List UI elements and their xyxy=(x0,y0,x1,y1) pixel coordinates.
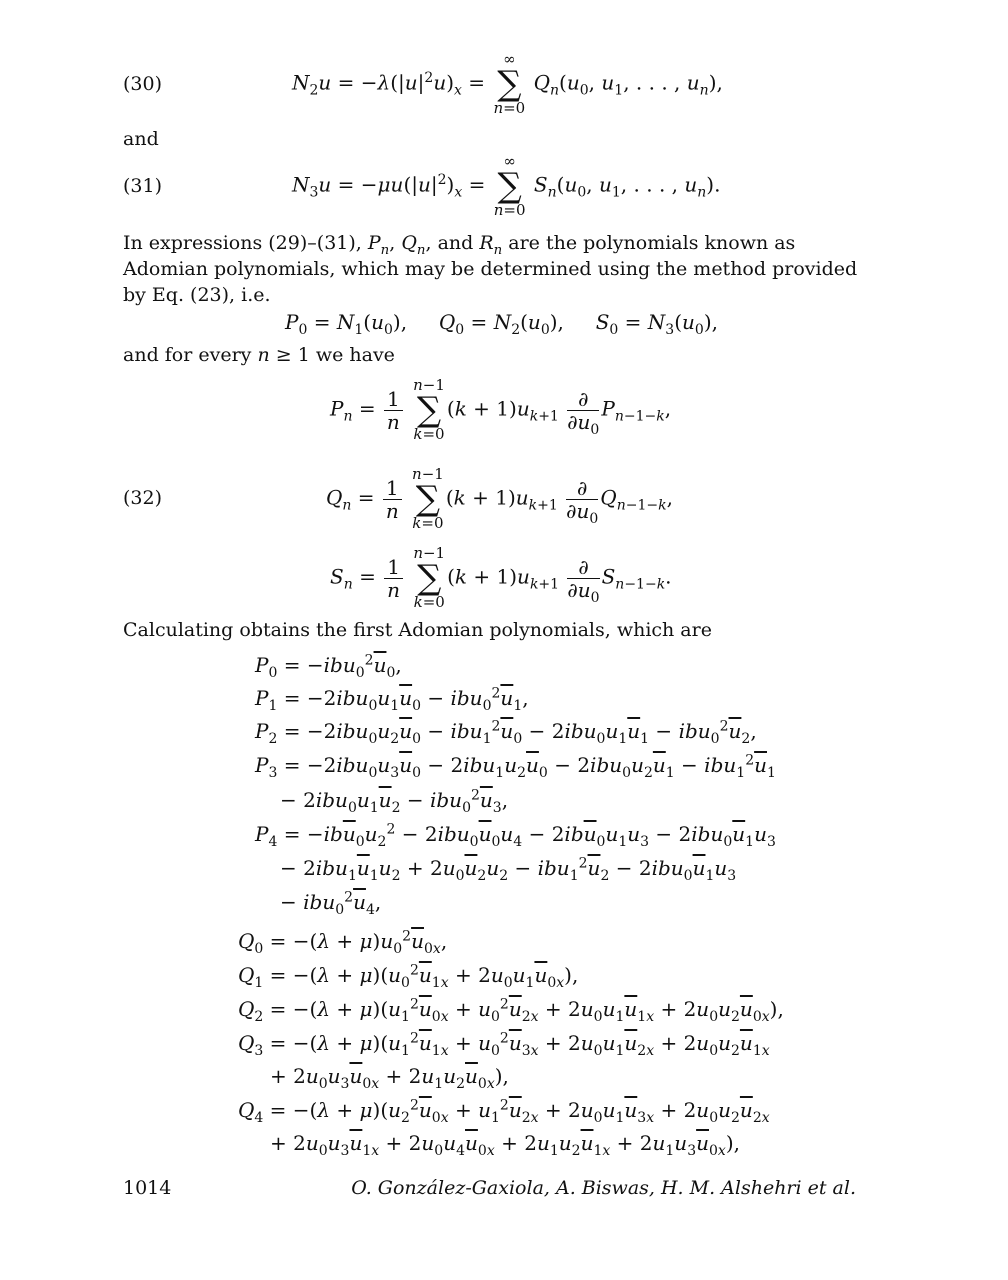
and-text: and xyxy=(123,128,159,150)
q0: $Q_0 = -(\lambda + \mu)u_0^2\overline{u}_{0x}$, xyxy=(238,928,448,957)
p0: $P_0 = -ibu_0^2\overline{u}_0$, xyxy=(255,652,402,681)
equation-30: $N_2u = -\lambda(|u|^2u)_x$ = ∞ ∑ n=0 $Q_n(u_0$, $u_1$, . . . , $u_n$), xyxy=(292,50,723,117)
p4-line2: − $2ibu_1\overline{u}_1u_2 + 2u_0\overline{u}_2u_2 - ibu_1^2\overline{u}_2 - 2ibu_0\overline{u}_1u_3$ xyxy=(280,855,737,884)
paragraph-adomian: In expressions (29)–(31), $P_n$, $Q_n$, and $R_n$ are the polynomials known as Adomian polynomials, which may be determined using the method provided by Eq. (23), i.e. xyxy=(123,232,858,306)
equation-32-s: $S_n$ = $\frac{1}{n}$ n−1 ∑ $k=0(k + 1)u_{k+1}$ $\frac{\partial}{\partial u_0}$ $S_{n-1-k}$. xyxy=(330,544,672,611)
q4-line1: $Q_4 = -(\lambda + \mu)(u_2^2\overline{u}_{0x} + u_1^2\overline{u}_{2x} + 2u_0u_1\overline{u}_{3x} + 2u_0u_2\overline{u}_{2x}$ xyxy=(238,1097,770,1126)
every-n-text: and for every n ≥ 1 we have xyxy=(123,344,395,366)
equation-label-30: (30) xyxy=(123,73,163,95)
q3-line1: $Q_3 = -(\lambda + \mu)(u_1^2\overline{u}_{1x} + u_0^2\overline{u}_{3x} + 2u_0u_1\overline{u}_{2x} + 2u_0u_2\overline{u}_{1x}$ xyxy=(238,1030,770,1059)
calculating-text: Calculating obtains the first Adomian polynomials, which are xyxy=(123,619,712,641)
equation-label-32: (32) xyxy=(123,487,163,509)
p4-line1: $P_4 = -ib\overline{u}_0u_2^2 - 2ibu_0\overline{u}_0u_4 - 2ib\overline{u}_0u_1u_3 - 2ibu_0\overline{u}_1u_3$ xyxy=(255,821,776,850)
p2: $P_2 = -2ibu_0u_2\overline{u}_0 - ibu_1^2\overline{u}_0 - 2ibu_0u_1\overline{u}_1 - ibu_0^2\overline{u}_2$, xyxy=(255,718,757,747)
q4-line2: + $2u_0u_3\overline{u}_{1x} + 2u_0u_4\overline{u}_{0x} + 2u_1u_2\overline{u}_{1x} + 2u_1u_3\overline{u}_{0x}$), xyxy=(270,1131,740,1159)
p1: $P_1 = -2ibu_0u_1\overline{u}_0 - ibu_0^2\overline{u}_1$, xyxy=(255,685,529,714)
p4-line3: − $ibu_0^2\overline{u}_4$, xyxy=(280,889,382,918)
q2: $Q_2 = -(\lambda + \mu)(u_1^2\overline{u}_{0x} + u_0^2\overline{u}_{2x} + 2u_0u_1\overline{u}_{1x} + 2u_0u_2\overline{u}_{0x})$, xyxy=(238,996,784,1025)
p3-line2: − $2ibu_0u_1\overline{u}_2 - ibu_0^2\overline{u}_3$, xyxy=(280,787,509,816)
p3-line1: $P_3 = -2ibu_0u_3\overline{u}_0 - 2ibu_1u_2\overline{u}_0 - 2ibu_0u_2\overline{u}_1 - ibu_1^2\overline{u}_1$ xyxy=(255,752,776,781)
page-number: 1014 xyxy=(123,1177,172,1199)
equation-32-p: $P_n$ = $\frac{1}{n}$ n−1 ∑ $k=0(k + 1)u_{k+1}$ $\frac{\partial}{\partial u_0}$ $P_{n-1-k}$, xyxy=(330,376,672,443)
initial-polynomials: $P_0 = N_1(u_0)$, $Q_0 = N_2(u_0)$, $S_0 = N_3(u_0)$, xyxy=(285,310,719,338)
q3-line2: + $2u_0u_3\overline{u}_{0x} + 2u_1u_2\overline{u}_{0x}$), xyxy=(270,1064,509,1092)
equation-32-q: $Q_n$ = $\frac{1}{n}$ n−1 ∑ $k=0(k + 1)u_{k+1}$ $\frac{\partial}{\partial u_0}$ $Q_{n-1-k}$, xyxy=(326,465,673,532)
footer-authors: O. González-Gaxiola, A. Biswas, H. M. Alshehri et al. xyxy=(351,1177,856,1199)
equation-label-31: (31) xyxy=(123,175,163,197)
q1: $Q_1 = -(\lambda + \mu)(u_0^2\overline{u}_{1x} + 2u_0u_1\overline{u}_{0x})$, xyxy=(238,962,579,991)
equation-31: $N_3u = -\mu u(|u|^2)_x$ = ∞ ∑ n=0 $S_n(u_0$, $u_1$, . . . , $u_n$). xyxy=(292,152,721,219)
